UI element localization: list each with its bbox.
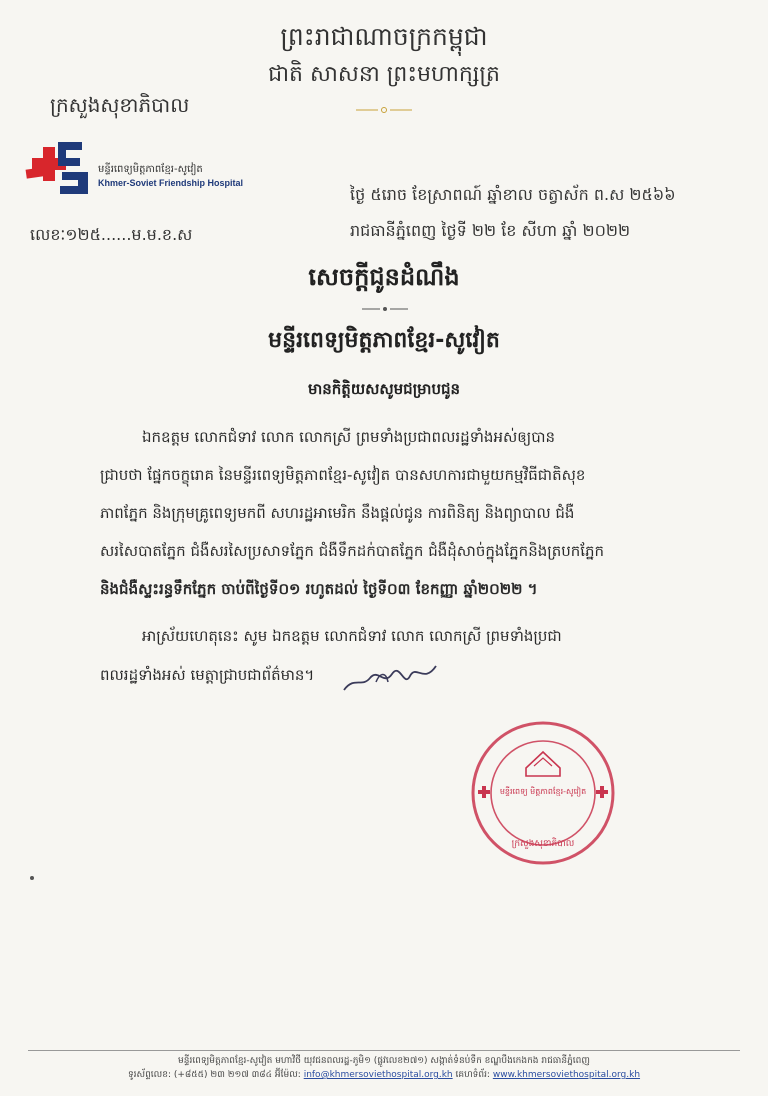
hospital-logo: [22, 136, 262, 200]
logo-name-english: Khmer-Soviet Friendship Hospital: [98, 178, 244, 188]
organization-name: មន្ទីរពេទ្យមិត្តភាពខ្មែរ-សូវៀត: [268, 328, 500, 353]
stamp-center-text: មន្ទីរពេទ្យ មិត្តភាពខ្មែរ-សូវៀត: [499, 787, 587, 796]
body-line: និងជំងឺស្ទះរន្ធទឹកភ្នែក ចាប់ពីថ្ងៃទី០១ រហូតដល់ ថ្ងៃទី០៣ ខែកញ្ញា ឆ្នាំ២០២២ ។: [100, 580, 538, 598]
kingdom-heading: ព្រះរាជាណាចក្រកម្ពុជា: [280, 22, 488, 51]
ornament-divider-icon: [354, 106, 414, 114]
footer-divider: [28, 1050, 740, 1051]
footer-email-label: អ៊ីម៉ែល:: [274, 1070, 301, 1080]
document-title: សេចក្តីជូនដំណឹង: [308, 263, 460, 291]
body-line: អាស្រ័យហេតុនេះ សូម ឯកឧត្តម លោកជំទាវ លោក លោកស្រី ព្រមទាំងប្រជា: [142, 627, 562, 645]
footer-contacts: [0, 1069, 768, 1082]
body-line: ជ្រាបថា ផ្នែកចក្ខុរោគ នៃមន្ទីរពេទ្យមិត្តភាពខ្មែរ-សូវៀត បានសហការជាមួយកម្មវិធីជាតិសុខ: [100, 466, 586, 484]
motto-heading: ជាតិ សាសនា ព្រះមហាក្សត្រ: [268, 62, 500, 87]
footer-tel: ទូរស័ព្ទលេខ: (+៨៥៥) ២៣ ២១៧ ៣៨៤: [127, 1070, 273, 1080]
body-line: ភាពភ្នែក និងក្រុមគ្រូពេទ្យមកពី សហរដ្ឋអាមេរិក នឹងផ្តល់ជូន ការពិនិត្យ និងព្យាបាល ជំងឺ: [100, 504, 575, 522]
title-ornament-icon: [360, 305, 410, 313]
official-stamp-icon: [468, 718, 618, 868]
footer-email-link[interactable]: info@khmersoviethospital.org.kh: [303, 1070, 453, 1080]
hospital-cross-logo-icon: [22, 136, 96, 200]
lunar-date: ថ្ងៃ ៥រោច ខែស្រាពណ៍ ឆ្នាំខាល ចត្វាស័ក ព.ស ២៥៦៦: [350, 185, 676, 204]
reference-suffix: ......ម.ម.ខ.ស: [100, 225, 193, 244]
ministry-name: ក្រសួងសុខាភិបាល: [50, 93, 190, 117]
honor-line: មានកិត្តិយសសូមជម្រាបជូន: [307, 380, 461, 398]
body-line: សរសៃបាតភ្នែក ជំងឺសរសៃប្រសាទភ្នែក ជំងឺទឹកដក់បាតភ្នែក ជំងឺដុំសាច់ក្នុងភ្នែកនិងត្របកភ្នែក: [100, 542, 605, 560]
signature-icon: [340, 660, 440, 700]
solar-date: រាជធានីភ្នំពេញ ថ្ងៃទី ២២ ខែ សីហា ឆ្នាំ ២០២២: [350, 221, 631, 240]
reference-value: ១២៥: [65, 225, 101, 244]
stamp-top-text: ក្រសួងសុខាភិបាល: [511, 839, 575, 849]
reference-label: លេខៈ: [30, 225, 66, 244]
body-line: ពលរដ្ឋទាំងអស់ មេត្តាជ្រាបជាព័ត៌មាន។: [100, 666, 315, 684]
footer-web-link[interactable]: www.khmersoviethospital.org.kh: [492, 1070, 641, 1080]
footer-address: មន្ទីរពេទ្យមិត្តភាពខ្មែរ-សូវៀត មហាវិថី យុវជនពលរដ្ឋ-ភូមិ១ (ផ្លូវលេខ២៧១) សង្កាត់ទំនប់ទឹក ខណ្ឌបឹងកេងកង រាជធានីភ្នំពេញ: [178, 1056, 590, 1066]
paper-speck: [30, 876, 34, 880]
body-line: ឯកឧត្តម លោកជំទាវ លោក លោកស្រី ព្រមទាំងប្រជាពលរដ្ឋទាំងអស់ឲ្យបាន: [142, 428, 556, 446]
footer-web-label: គេហទំព័រ:: [455, 1070, 490, 1080]
logo-name-khmer: មន្ទីរពេទ្យមិត្តភាពខ្មែរ-សូវៀត: [98, 164, 203, 175]
reference-number: [30, 224, 192, 248]
